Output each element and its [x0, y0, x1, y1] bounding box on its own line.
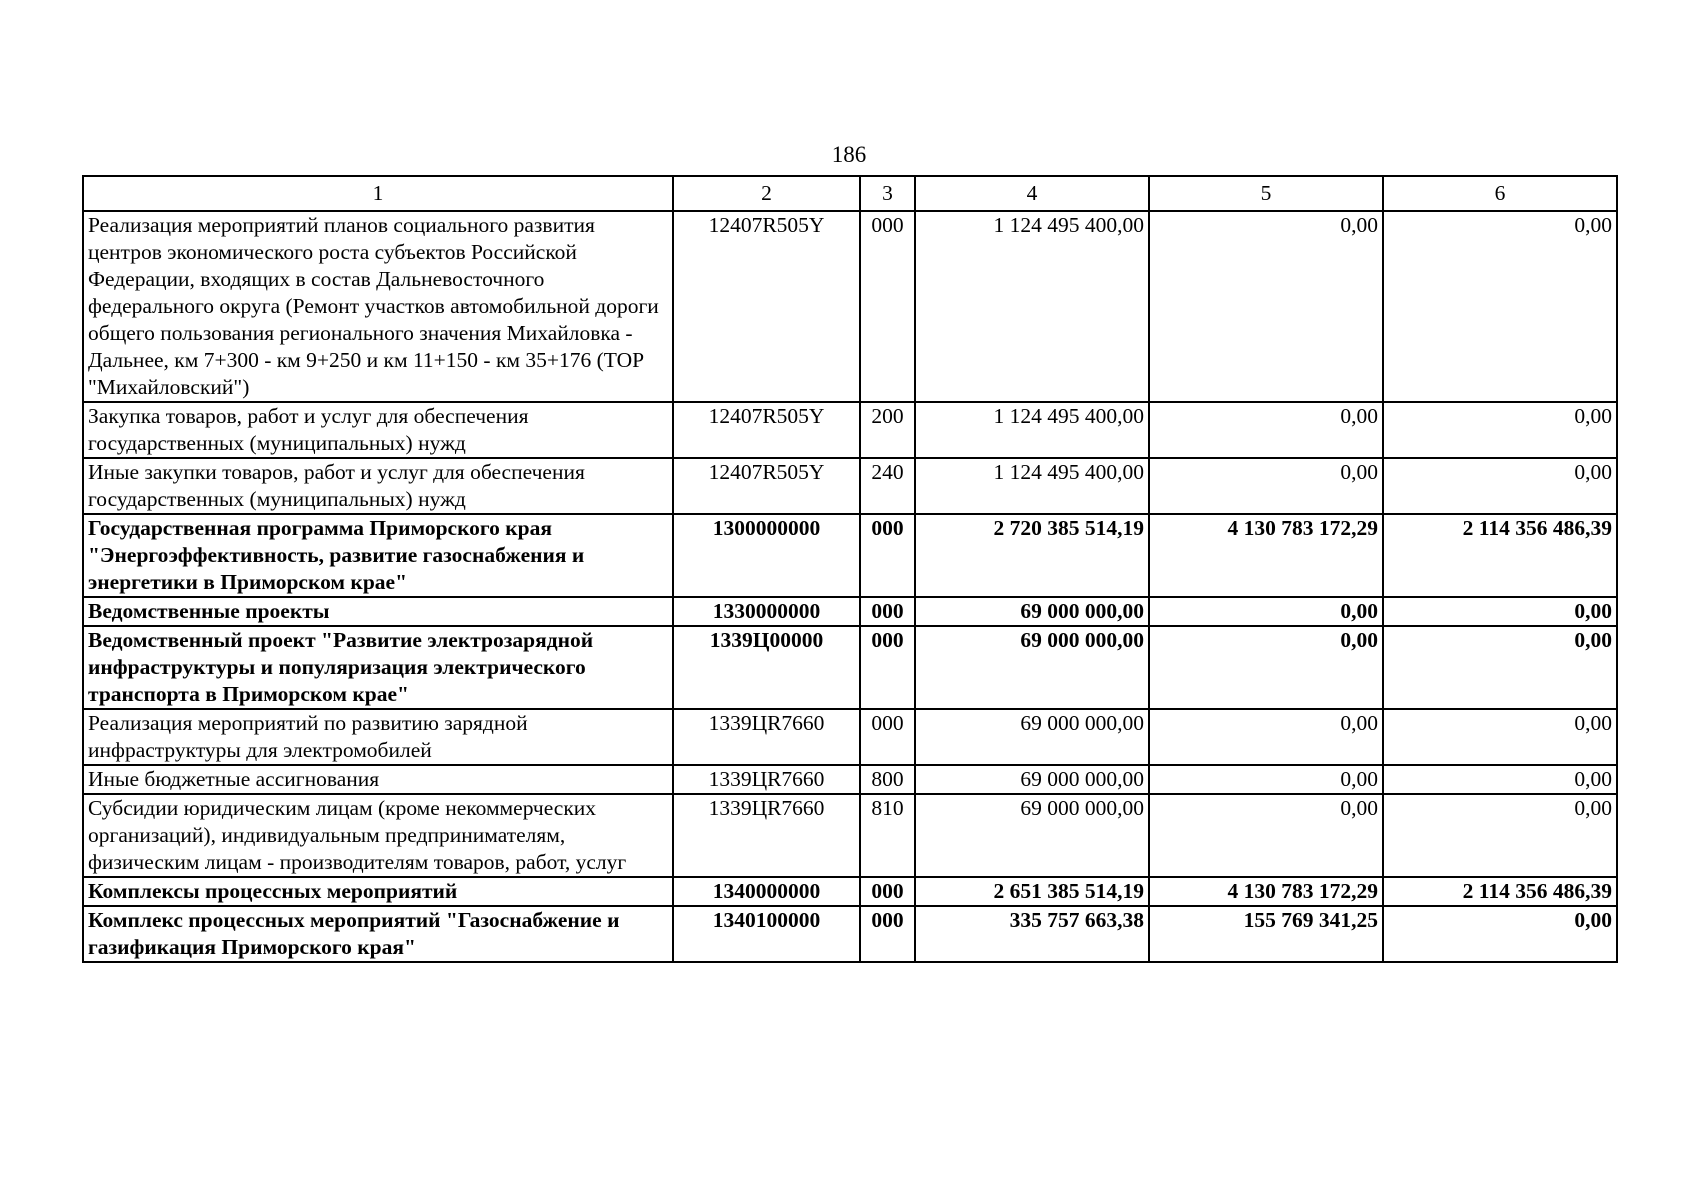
row-code: 1339ЦR7660 — [673, 794, 860, 877]
page-number: 186 — [831, 142, 867, 167]
row-code: 1339ЦR7660 — [673, 765, 860, 794]
column-header-4: 4 — [915, 176, 1149, 211]
row-name: Государственная программа Приморского края "Энергоэффективность, развитие газоснабжения и энергетики в Приморском крае" — [83, 514, 673, 597]
row-value-4: 2 720 385 514,19 — [915, 514, 1149, 597]
row-value-4: 69 000 000,00 — [915, 794, 1149, 877]
row-value-5: 0,00 — [1149, 794, 1383, 877]
row-value-6: 0,00 — [1383, 597, 1617, 626]
table-row — [83, 794, 1617, 877]
column-header-5: 5 — [1149, 176, 1383, 211]
row-type: 000 — [860, 626, 915, 709]
column-header-1: 1 — [83, 176, 673, 211]
row-value-5: 0,00 — [1149, 597, 1383, 626]
row-type: 000 — [860, 709, 915, 765]
row-code: 12407R505Y — [673, 211, 860, 402]
row-type: 000 — [860, 211, 915, 402]
row-value-4: 1 124 495 400,00 — [915, 458, 1149, 514]
row-value-5: 0,00 — [1149, 765, 1383, 794]
row-code: 1300000000 — [673, 514, 860, 597]
row-value-6: 0,00 — [1383, 211, 1617, 402]
row-value-5: 4 130 783 172,29 — [1149, 514, 1383, 597]
table-row — [83, 877, 1617, 906]
table-row — [83, 626, 1617, 709]
row-value-6: 2 114 356 486,39 — [1383, 514, 1617, 597]
row-name: Иные закупки товаров, работ и услуг для обеспечения государственных (муниципальных) нужд — [83, 458, 673, 514]
column-header-6: 6 — [1383, 176, 1617, 211]
row-type: 200 — [860, 402, 915, 458]
table-row — [83, 765, 1617, 794]
row-name: Реализация мероприятий по развитию зарядной инфраструктуры для электромобилей — [83, 709, 673, 765]
row-code: 1340000000 — [673, 877, 860, 906]
row-value-4: 2 651 385 514,19 — [915, 877, 1149, 906]
row-name: Ведомственные проекты — [83, 597, 673, 626]
row-code: 1339Ц00000 — [673, 626, 860, 709]
row-value-4: 69 000 000,00 — [915, 626, 1149, 709]
row-value-5: 0,00 — [1149, 211, 1383, 402]
column-header-2: 2 — [673, 176, 860, 211]
table-row — [83, 906, 1617, 962]
row-value-4: 69 000 000,00 — [915, 597, 1149, 626]
table-row — [83, 402, 1617, 458]
row-value-5: 0,00 — [1149, 709, 1383, 765]
row-value-6: 0,00 — [1383, 765, 1617, 794]
row-name: Комплекс процессных мероприятий "Газоснабжение и газификация Приморского края" — [83, 906, 673, 962]
row-value-4: 69 000 000,00 — [915, 765, 1149, 794]
row-type: 240 — [860, 458, 915, 514]
table-row — [83, 709, 1617, 765]
row-type: 000 — [860, 906, 915, 962]
row-type: 000 — [860, 877, 915, 906]
row-code: 1340100000 — [673, 906, 860, 962]
row-value-4: 1 124 495 400,00 — [915, 211, 1149, 402]
row-value-4: 69 000 000,00 — [915, 709, 1149, 765]
row-name: Закупка товаров, работ и услуг для обеспечения государственных (муниципальных) нужд — [83, 402, 673, 458]
row-type: 000 — [860, 597, 915, 626]
table-row — [83, 211, 1617, 402]
row-code: 12407R505Y — [673, 402, 860, 458]
row-value-4: 1 124 495 400,00 — [915, 402, 1149, 458]
table-row — [83, 514, 1617, 597]
row-value-5: 0,00 — [1149, 402, 1383, 458]
table-header-row — [83, 176, 1617, 211]
row-value-6: 2 114 356 486,39 — [1383, 877, 1617, 906]
row-value-5: 0,00 — [1149, 626, 1383, 709]
row-name: Реализация мероприятий планов социального развития центров экономического роста субъектов Российской Федерации, входящих в состав Дальневосточного федерального округа (Ремонт участков автомобильной дороги общего пользования регионального значения Михайловка - Дальнее, км 7+300 - км 9+250 и км 11+150 - км 35+176 (ТОР "Михайловский") — [83, 211, 673, 402]
row-value-5: 0,00 — [1149, 458, 1383, 514]
row-value-6: 0,00 — [1383, 458, 1617, 514]
row-type: 000 — [860, 514, 915, 597]
row-value-5: 155 769 341,25 — [1149, 906, 1383, 962]
budget-table — [82, 175, 1618, 963]
row-code: 1339ЦR7660 — [673, 709, 860, 765]
column-header-3: 3 — [860, 176, 915, 211]
table-row — [83, 458, 1617, 514]
row-value-6: 0,00 — [1383, 709, 1617, 765]
row-code: 1330000000 — [673, 597, 860, 626]
row-name: Комплексы процессных мероприятий — [83, 877, 673, 906]
row-value-4: 335 757 663,38 — [915, 906, 1149, 962]
row-value-6: 0,00 — [1383, 794, 1617, 877]
row-name: Ведомственный проект "Развитие электрозарядной инфраструктуры и популяризация электрического транспорта в Приморском крае" — [83, 626, 673, 709]
row-name: Иные бюджетные ассигнования — [83, 765, 673, 794]
row-value-6: 0,00 — [1383, 402, 1617, 458]
row-name: Субсидии юридическим лицам (кроме некоммерческих организаций), индивидуальным предпринимателям, физическим лицам - производителям товаров, работ, услуг — [83, 794, 673, 877]
table-row — [83, 597, 1617, 626]
row-value-5: 4 130 783 172,29 — [1149, 877, 1383, 906]
row-code: 12407R505Y — [673, 458, 860, 514]
row-type: 800 — [860, 765, 915, 794]
row-type: 810 — [860, 794, 915, 877]
row-value-6: 0,00 — [1383, 906, 1617, 962]
row-value-6: 0,00 — [1383, 626, 1617, 709]
